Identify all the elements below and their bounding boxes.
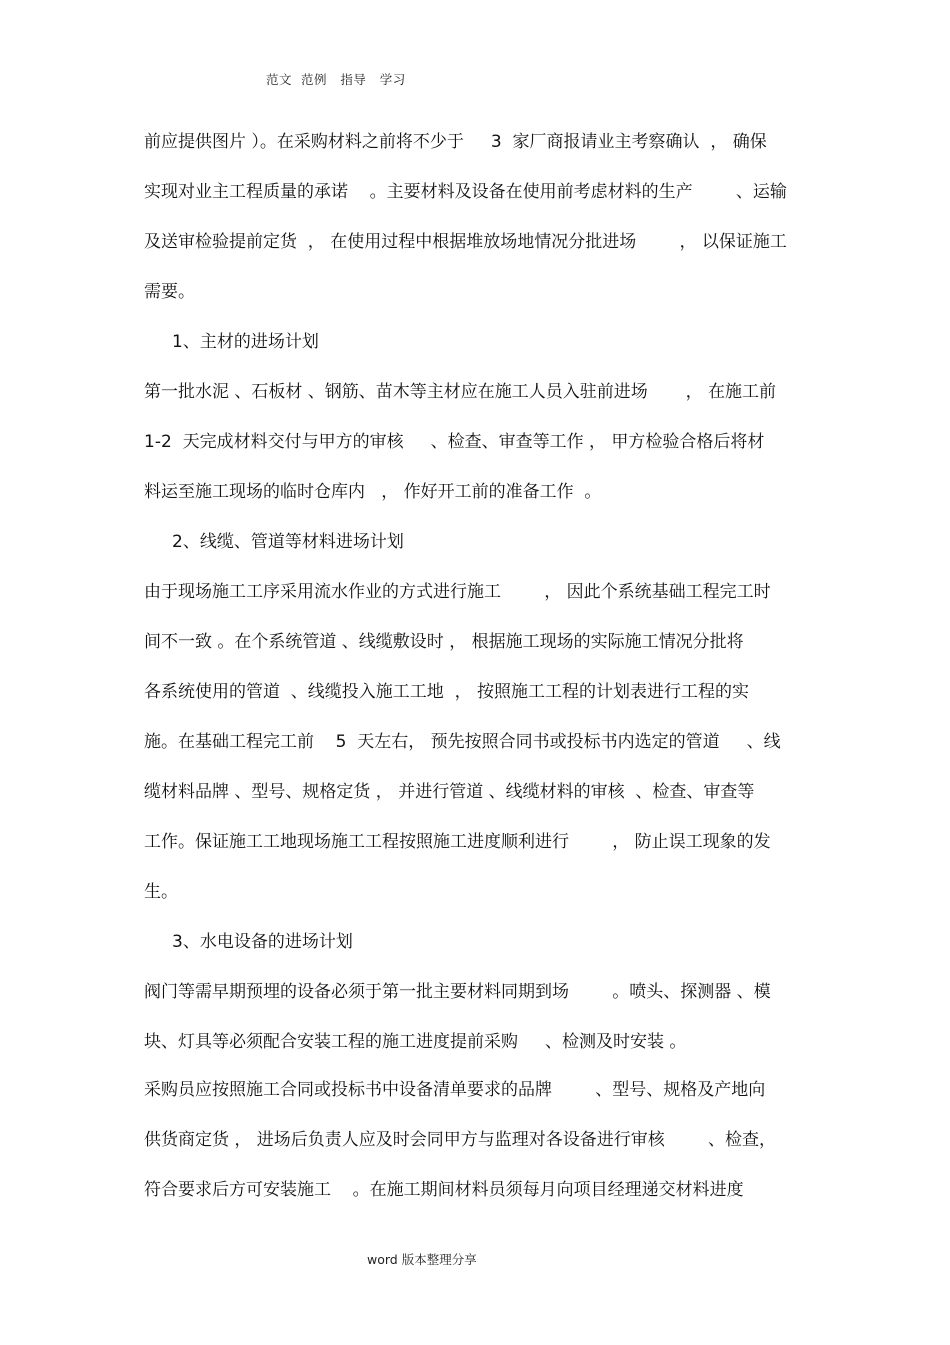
page-footer: word 版本整理分享 [367,1252,477,1267]
body-line: 采购员应按照施工合同或投标书中设备清单要求的品牌 、型号、规格及产地向 [144,1080,766,1100]
page-header: 范文 范例 指导 学习 [266,72,406,87]
body-line: 工作。保证施工工地现场施工工程按照施工进度顺利进行 ， 防止误工现象的发 [144,832,771,852]
body-line: 及送审检验提前定货 ， 在使用过程中根据堆放场地情况分批进场 ， 以保证施工 [144,232,787,252]
body-line: 需要。 [144,282,195,302]
body-line: 料运至施工现场的临时仓库内 ， 作好开工前的准备工作 。 [144,482,602,502]
body-line: 第一批水泥 、石板材 、钢筋、苗木等主材应在施工人员入驻前进场 ， 在施工前 [144,382,777,402]
body-line: 阀门等需早期预埋的设备必须于第一批主要材料同期到场 。喷头、探测器 、模 [144,982,771,1002]
body-line: 符合要求后方可安装施工 。在施工期间材料员须每月向项目经理递交材料进度 [144,1180,744,1200]
body-line: 生。 [144,882,178,902]
section-heading: 1、主材的进场计划 [172,332,319,352]
body-line: 间不一致 。在个系统管道 、线缆敷设时 ， 根据施工现场的实际施工情况分批将 [144,632,744,652]
body-line: 块、灯具等必须配合安装工程的施工进度提前采购 、检测及时安装 。 [144,1032,687,1052]
body-line: 各系统使用的管道 、线缆投入施工工地 ， 按照施工工程的计划表进行工程的实 [144,682,750,702]
body-line: 1-2 天完成材料交付与甲方的审核 、检查、审查等工作 ， 甲方检验合格后将材 [144,432,765,452]
body-line: 缆材料品牌 、型号、规格定货 ， 并进行管道 、线缆材料的审核 、检查、审查等 [144,782,755,802]
body-line: 实现对业主工程质量的承诺 。主要材料及设备在使用前考虑材料的生产 、运输 [144,182,787,202]
body-line: 供货商定货 ， 进场后负责人应及时会同甲方与监理对各设备进行审核 、检查， [144,1130,777,1150]
body-line: 前应提供图片 ）。在采购材料之前将不少于 3 家厂商报请业主考察确认 ， 确保 [144,132,767,152]
body-line: 由于现场施工工序采用流水作业的方式进行施工 ， 因此个系统基础工程完工时 [144,582,771,602]
section-heading: 2、线缆、管道等材料进场计划 [172,532,404,552]
body-line: 施。在基础工程完工前 5 天左右， 预先按照合同书或投标书内选定的管道 、线 [144,732,781,752]
section-heading: 3、水电设备的进场计划 [172,932,353,952]
